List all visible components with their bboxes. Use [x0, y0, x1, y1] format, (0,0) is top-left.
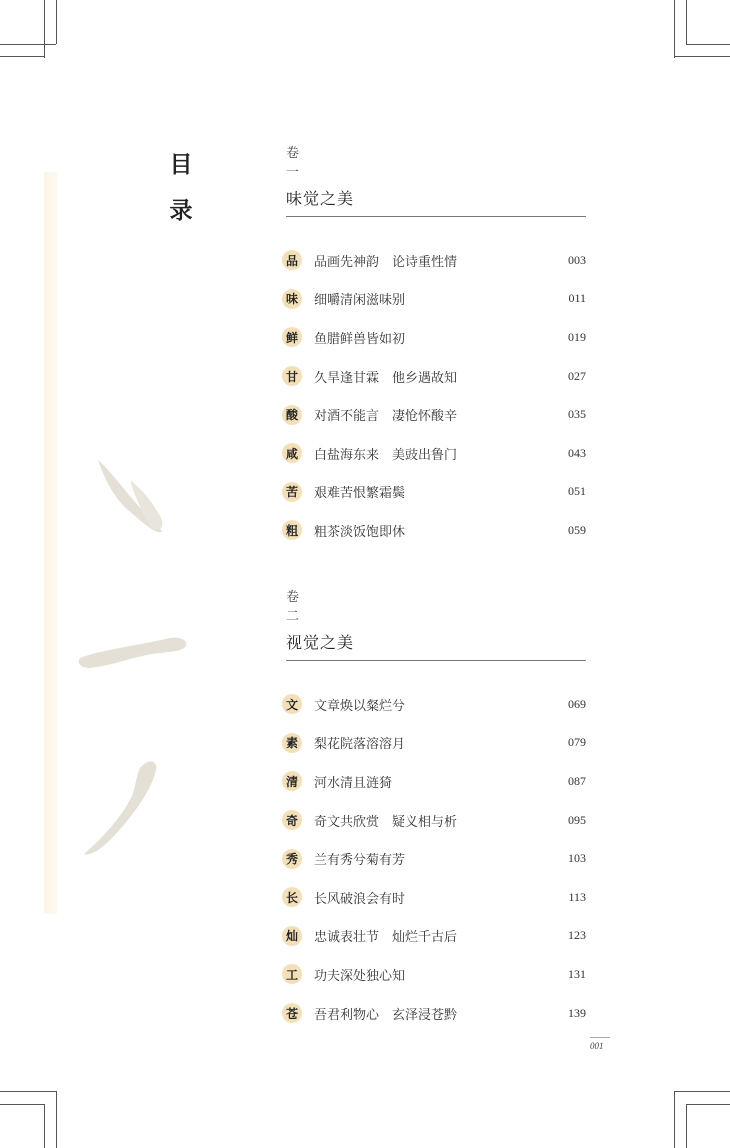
folio-rule [590, 1037, 610, 1038]
toc-entry[interactable] [286, 511, 586, 550]
entry-title: 忠诚表壮节 灿烂千古后 [314, 930, 458, 946]
toc-entry-list [286, 685, 586, 1032]
entry-page-number: 051 [568, 484, 586, 499]
toc-entry[interactable] [286, 685, 586, 724]
toc-entry[interactable] [286, 955, 586, 994]
volume-title: 视觉之美 [286, 630, 586, 661]
entry-title: 兰有秀兮菊有芳 [314, 853, 406, 869]
entry-page-number: 079 [568, 735, 586, 750]
toc-title-char-2: 录 [169, 197, 193, 224]
decorative-strip [44, 172, 58, 914]
toc-entry[interactable] [286, 994, 586, 1033]
volume-title: 味觉之美 [286, 186, 586, 217]
entry-badge: 秀 [282, 849, 302, 869]
entry-page-number: 069 [568, 696, 586, 711]
volume-label-number: 二 [286, 609, 300, 624]
toc-entry[interactable] [286, 280, 586, 319]
entry-badge: 苦 [282, 482, 302, 502]
entry-badge: 灿 [282, 926, 302, 946]
entry-badge: 工 [282, 964, 302, 984]
entry-page-number: 043 [568, 445, 586, 460]
volume-section-2 [286, 588, 586, 1032]
entry-page-number: 011 [568, 291, 586, 306]
toc-entry[interactable] [286, 801, 586, 840]
entry-title: 对酒不能言 凄怆怀酸辛 [314, 409, 458, 425]
toc-entry[interactable] [286, 241, 586, 280]
entry-badge: 清 [282, 771, 302, 791]
entry-badge: 粗 [282, 520, 302, 540]
toc-entry[interactable] [286, 878, 586, 917]
entry-page-number: 035 [568, 407, 586, 422]
toc-entry[interactable] [286, 395, 586, 434]
entry-badge: 甘 [282, 366, 302, 386]
entry-title: 梨花院落溶溶月 [314, 737, 406, 753]
entry-badge: 文 [282, 694, 302, 714]
entry-page-number: 019 [568, 329, 586, 344]
entry-title: 久旱逢甘霖 他乡遇故知 [314, 370, 458, 386]
toc-entry[interactable] [286, 917, 586, 956]
entry-badge: 鲜 [282, 327, 302, 347]
volume-label-char: 卷 [286, 590, 300, 605]
entry-page-number: 027 [568, 368, 586, 383]
toc-entry[interactable] [286, 318, 586, 357]
volume-label-char: 卷 [286, 146, 300, 161]
page-number-folio: 001 [590, 1041, 604, 1051]
entry-badge: 长 [282, 887, 302, 907]
entry-title: 细嚼清闲滋味别 [314, 293, 406, 309]
entry-badge: 酸 [282, 405, 302, 425]
entry-badge: 味 [282, 289, 302, 309]
entry-badge: 苍 [282, 1003, 302, 1023]
toc-entry-list [286, 241, 586, 550]
entry-title: 鱼腊鲜兽皆如初 [314, 331, 406, 347]
entry-page-number: 139 [568, 1005, 586, 1020]
volume-label [286, 588, 586, 626]
entry-title: 艰难苦恨繁霜鬓 [314, 486, 406, 502]
entry-title: 吾君利物心 玄泽浸苍黔 [314, 1007, 458, 1023]
toc-title [166, 142, 196, 234]
entry-title: 白盐海东来 美豉出鲁门 [314, 447, 458, 463]
entry-page-number: 131 [568, 966, 586, 981]
entry-badge: 品 [282, 250, 302, 270]
entry-page-number: 103 [568, 851, 586, 866]
toc-entry[interactable] [286, 473, 586, 512]
entry-page-number: 095 [568, 812, 586, 827]
volume-label [286, 144, 586, 182]
entry-page-number: 059 [568, 522, 586, 537]
entry-title: 文章焕以粲烂兮 [314, 698, 406, 714]
volume-section-1 [286, 144, 586, 550]
entry-page-number: 003 [568, 252, 586, 267]
toc-entry[interactable] [286, 724, 586, 763]
toc-title-char-1: 目 [169, 151, 193, 178]
entry-title: 粗茶淡饭饱即休 [314, 524, 406, 540]
entry-badge: 咸 [282, 443, 302, 463]
entry-page-number: 087 [568, 773, 586, 788]
toc-entry[interactable] [286, 434, 586, 473]
toc-entry[interactable] [286, 357, 586, 396]
toc-entry[interactable] [286, 762, 586, 801]
volume-label-number: 一 [286, 165, 300, 180]
entry-badge: 素 [282, 733, 302, 753]
entry-title: 品画先神韵 论诗重性情 [314, 254, 458, 270]
entry-page-number: 113 [568, 889, 586, 904]
entry-title: 长风破浪会有时 [314, 891, 406, 907]
entry-title: 奇文共欣赏 疑义相与析 [314, 814, 458, 830]
entry-page-number: 123 [568, 928, 586, 943]
entry-title: 功夫深处独心知 [314, 968, 406, 984]
toc-entry[interactable] [286, 839, 586, 878]
entry-badge: 奇 [282, 810, 302, 830]
entry-title: 河水清且涟猗 [314, 775, 393, 791]
brush-calligraphy-decoration [70, 440, 200, 870]
